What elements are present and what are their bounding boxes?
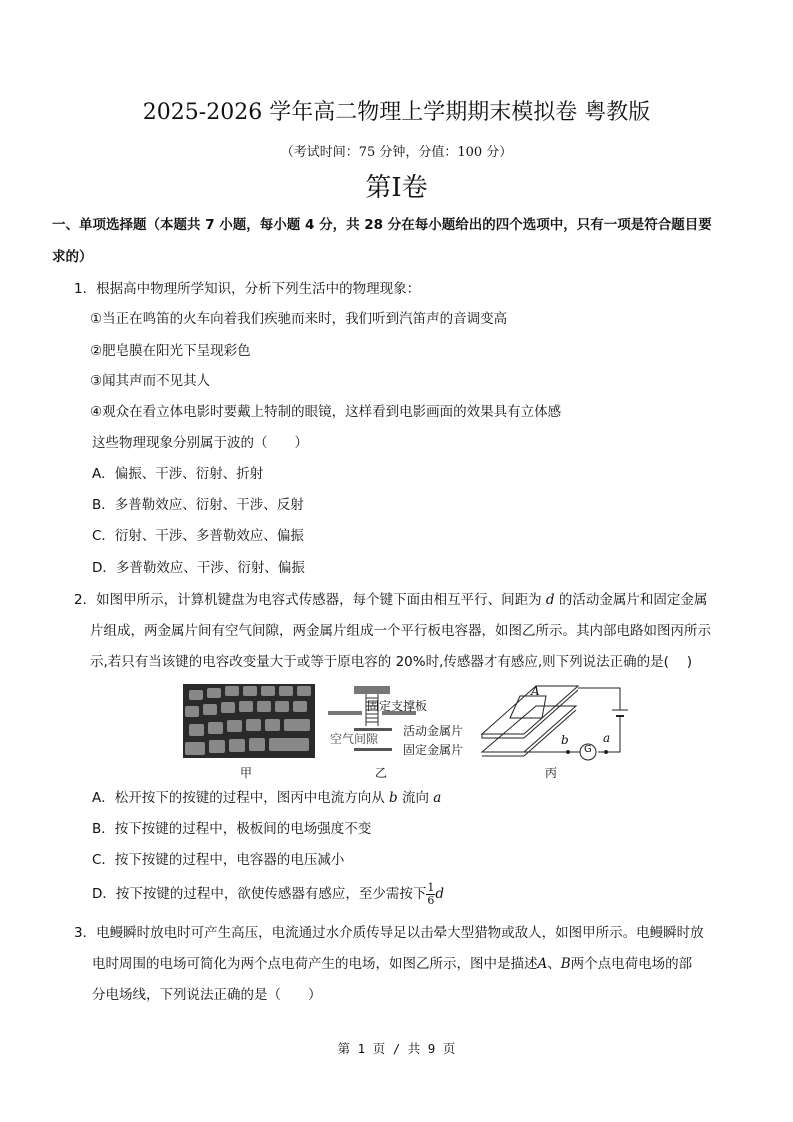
circuit-diagram bbox=[480, 682, 630, 762]
figure-label-jia: 甲 bbox=[240, 766, 253, 780]
q2-option-c: C．按下按键的过程中，电容器的电压减小 bbox=[92, 852, 345, 868]
label-air-gap: 空气间隙 bbox=[330, 732, 379, 746]
section-heading-cont: 求的） bbox=[52, 249, 93, 265]
point-b-label: b bbox=[561, 733, 569, 747]
q2-stem-line2: 片组成，两金属片间有空气间隙，两金属片组成一个平行板电容器，如图乙所示。其内部电路如图丙所示 bbox=[90, 623, 711, 639]
q2-option-b: B．按下按键的过程中，极板间的电场强度不变 bbox=[92, 821, 372, 837]
label-movable-plate: 活动金属片 bbox=[403, 724, 464, 738]
q1-option-a: A．偏振、干涉、衍射、折射 bbox=[92, 466, 264, 482]
point-a-label: a bbox=[603, 731, 611, 745]
q2-option-a: A．松开按下的按键的过程中，图丙中电流方向从 b 流向 a bbox=[92, 790, 442, 806]
q3-stem-line1: 3．电鳗瞬时放电时可产生高压，电流通过水介质传导足以击晕大型猎物或敌人，如图甲所示。电鳗瞬时放 bbox=[74, 925, 704, 941]
q1-item: ④观众在看立体电影时要戴上特制的眼镜，这样看到电影画面的效果具有立体感 bbox=[90, 404, 562, 420]
q3-stem-line2: 电时周围的电场可简化为两个点电荷产生的电场，如图乙所示，图中是描述A、B两个点电荷电场的部 bbox=[92, 956, 693, 972]
volume-heading: 第I卷 bbox=[365, 173, 428, 203]
q3-stem-line3: 分电场线，下列说法正确的是（ ） bbox=[92, 987, 322, 1003]
q1-option-c: C．衍射、干涉、多普勒效应、偏振 bbox=[92, 528, 304, 544]
q1-option-b: B．多普勒效应、衍射、干涉、反射 bbox=[92, 497, 304, 513]
fraction: $\frac{1}{6}$ bbox=[427, 880, 435, 907]
q2-stem-line3: 示,若只有当该键的电容改变量大于或等于原电容的 20%时,传感器才有感应,则下列说法正确的是( ) bbox=[90, 654, 692, 670]
q1-option-d: D．多普勒效应、干涉、衍射、偏振 bbox=[92, 560, 305, 576]
galvanometer-label: G bbox=[584, 744, 592, 755]
q1-stem: 1．根据高中物理所学知识，分析下列生活中的物理现象： bbox=[74, 281, 421, 297]
q2-stem-line1: 2．如图甲所示，计算机键盘为电容式传感器，每个键下面由相互平行、间距为 d 的活动金属片和固定金属 bbox=[74, 592, 708, 608]
label-fixed-support: 固定支撑板 bbox=[367, 699, 428, 713]
key-a-label: A bbox=[531, 684, 540, 698]
q1-item: ③闻其声而不见其人 bbox=[90, 373, 211, 389]
page-footer: 第 1 页 / 共 9 页 bbox=[337, 1041, 456, 1056]
label-fixed-plate: 固定金属片 bbox=[403, 743, 464, 757]
section-heading: 一、单项选择题（本题共 7 小题，每小题 4 分，共 28 分在每小题给出的四个选项中，只有一项是符合题目要 bbox=[52, 217, 712, 233]
q1-question: 这些物理现象分别属于波的（ ） bbox=[92, 435, 308, 451]
doc-title: 2025-2026 学年高二物理上学期期末模拟卷 粤教版 bbox=[142, 100, 651, 125]
exam-info: （考试时间：75 分钟，分值：100 分） bbox=[280, 145, 513, 160]
keyboard-photo bbox=[183, 684, 315, 758]
q1-item: ②肥皂膜在阳光下呈现彩色 bbox=[90, 343, 251, 359]
figure-label-yi: 乙 bbox=[375, 766, 388, 780]
q2-option-d: D．按下按键的过程中，欲使传感器有感应，至少需按下 $\frac{1}{6}$ d bbox=[92, 880, 445, 907]
figure-label-bing: 丙 bbox=[545, 766, 558, 780]
q1-item: ①当正在鸣笛的火车向着我们疾驰而来时，我们听到汽笛声的音调变高 bbox=[90, 311, 508, 327]
